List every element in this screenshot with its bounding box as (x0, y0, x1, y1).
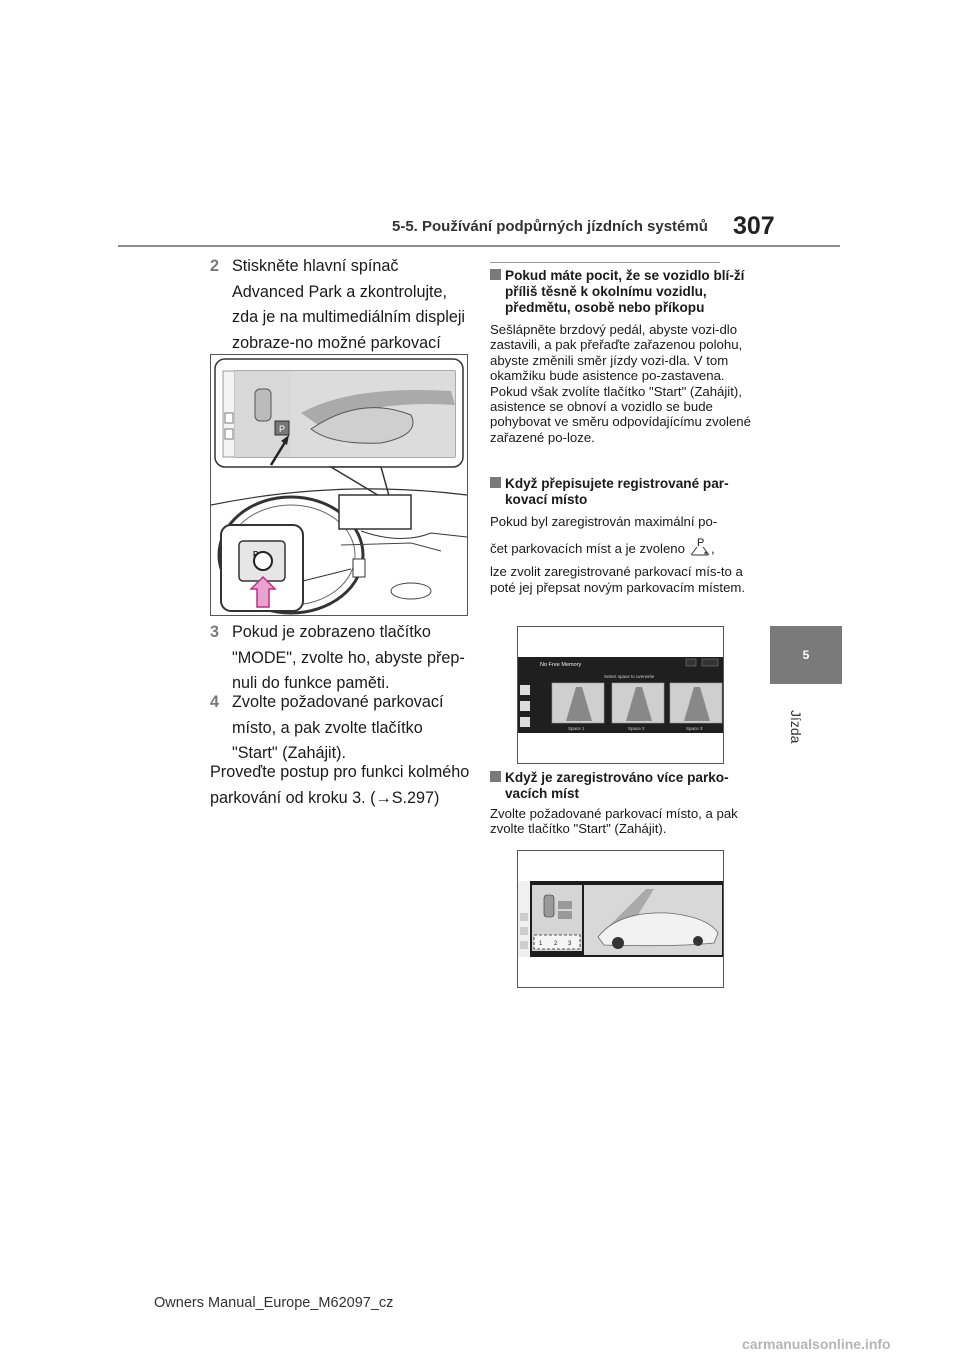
section-body-multiple: Zvolte požadované parkovací místo, a pak zvolte tlačítko "Start" (Zahájit). (490, 806, 738, 837)
step-number: 2 (210, 257, 220, 275)
section-body-overwrite (490, 514, 756, 595)
space-label-1: Space 1 (568, 726, 585, 731)
figure-advanced-park-switch (210, 354, 468, 616)
section-heading-text: Když je zaregistrováno více parko-vacích míst (505, 770, 729, 801)
overwrite-screen-title: No Free Memory (540, 662, 582, 668)
figure-multiple-spaces-screen (517, 850, 724, 988)
section-heading-too-close (490, 268, 754, 316)
park-memory-icon-label: P (696, 537, 705, 550)
section-bullet (490, 771, 501, 782)
switch-p-label: P (253, 550, 259, 559)
closing-instruction: Proveďte postup pro funkci kolmého parkování od kroku 3. (→S.297) (210, 763, 470, 807)
overwrite-screen-subtitle: Select space to overwrite (604, 674, 655, 679)
overwrite-line-1: Pokud byl zaregistrován maximální po- (490, 514, 718, 529)
chapter-label: Jízda (788, 710, 804, 744)
chapter-number: 5 (802, 648, 810, 662)
section-title: 5-5. Používání podpůrných jízdních systémů (392, 218, 708, 235)
overwrite-line-2 (490, 538, 756, 558)
section-heading-text: Pokud máte pocit, že se vozidlo blí-ží příliš těsně k okolnímu vozidlu, předmětu, osobě nebo příkopu (505, 268, 745, 315)
section-bullet (490, 477, 501, 488)
section-heading-multiple (490, 770, 754, 802)
step-4 (210, 690, 472, 767)
step-text: Stiskněte hlavní spínač Advanced Park a zkontrolujte, zda je na multimediálním displeji zobraze-no možné parkovací (232, 257, 466, 352)
overwrite-screen-illustration (518, 627, 723, 763)
section-divider (490, 262, 720, 263)
step-3 (210, 620, 472, 697)
chapter-tab (770, 626, 842, 684)
section-body-too-close: Sešlápněte brzdový pedál, abyste vozi-dlo zastavili, a pak přeřaďte zařazenou polohu, abyste změnili směr jízdy vozi-dla. V tom okamžiku bude asistence po-zastavena. Pokud však zvolíte tlačítko "Start" (Zahájit), asistence se obnoví a vozidlo se bude pohybovat ve směru odpovídajícímu zvolené zařazené po-loze. (490, 322, 751, 445)
multiple-spaces-illustration (518, 851, 723, 987)
slot-1: 1 (539, 941, 543, 947)
slot-2: 2 (554, 941, 558, 947)
overwrite-line-2-comma: , (710, 540, 715, 556)
figure-overwrite-screen (517, 626, 724, 764)
slot-3: 3 (568, 941, 572, 947)
step-number: 3 (210, 623, 220, 641)
space-label-2: Space 2 (628, 726, 645, 731)
space-label-3: Space 3 (686, 726, 703, 731)
header-divider (118, 245, 840, 247)
section-heading-overwrite (490, 476, 754, 508)
section-heading-text: Když přepisujete registrované par-kovací místo (505, 476, 729, 507)
park-memory-icon (689, 538, 711, 558)
footer-text: Owners Manual_Europe_M62097_cz (154, 1295, 394, 1311)
step-text: Zvolte požadované parkovací místo, a pak zvolte tlačítko "Start" (Zahájit). (232, 693, 444, 762)
overwrite-line-2-text: čet parkovacích míst a je zvoleno (490, 540, 685, 556)
step-number: 4 (210, 693, 220, 711)
screen-p-icon: P (279, 424, 286, 434)
page-number: 307 (733, 212, 775, 240)
overwrite-line-3: lze zvolit zaregistrované parkovací mís-to a poté jej přepsat novým parkovacím místem. (490, 564, 746, 595)
section-bullet (490, 269, 501, 280)
watermark: carmanualsonline.info (742, 1336, 891, 1352)
dashboard-illustration (211, 355, 467, 615)
step-text: Pokud je zobrazeno tlačítko "MODE", zvolte ho, abyste přep-nuli do funkce paměti. (232, 623, 465, 692)
